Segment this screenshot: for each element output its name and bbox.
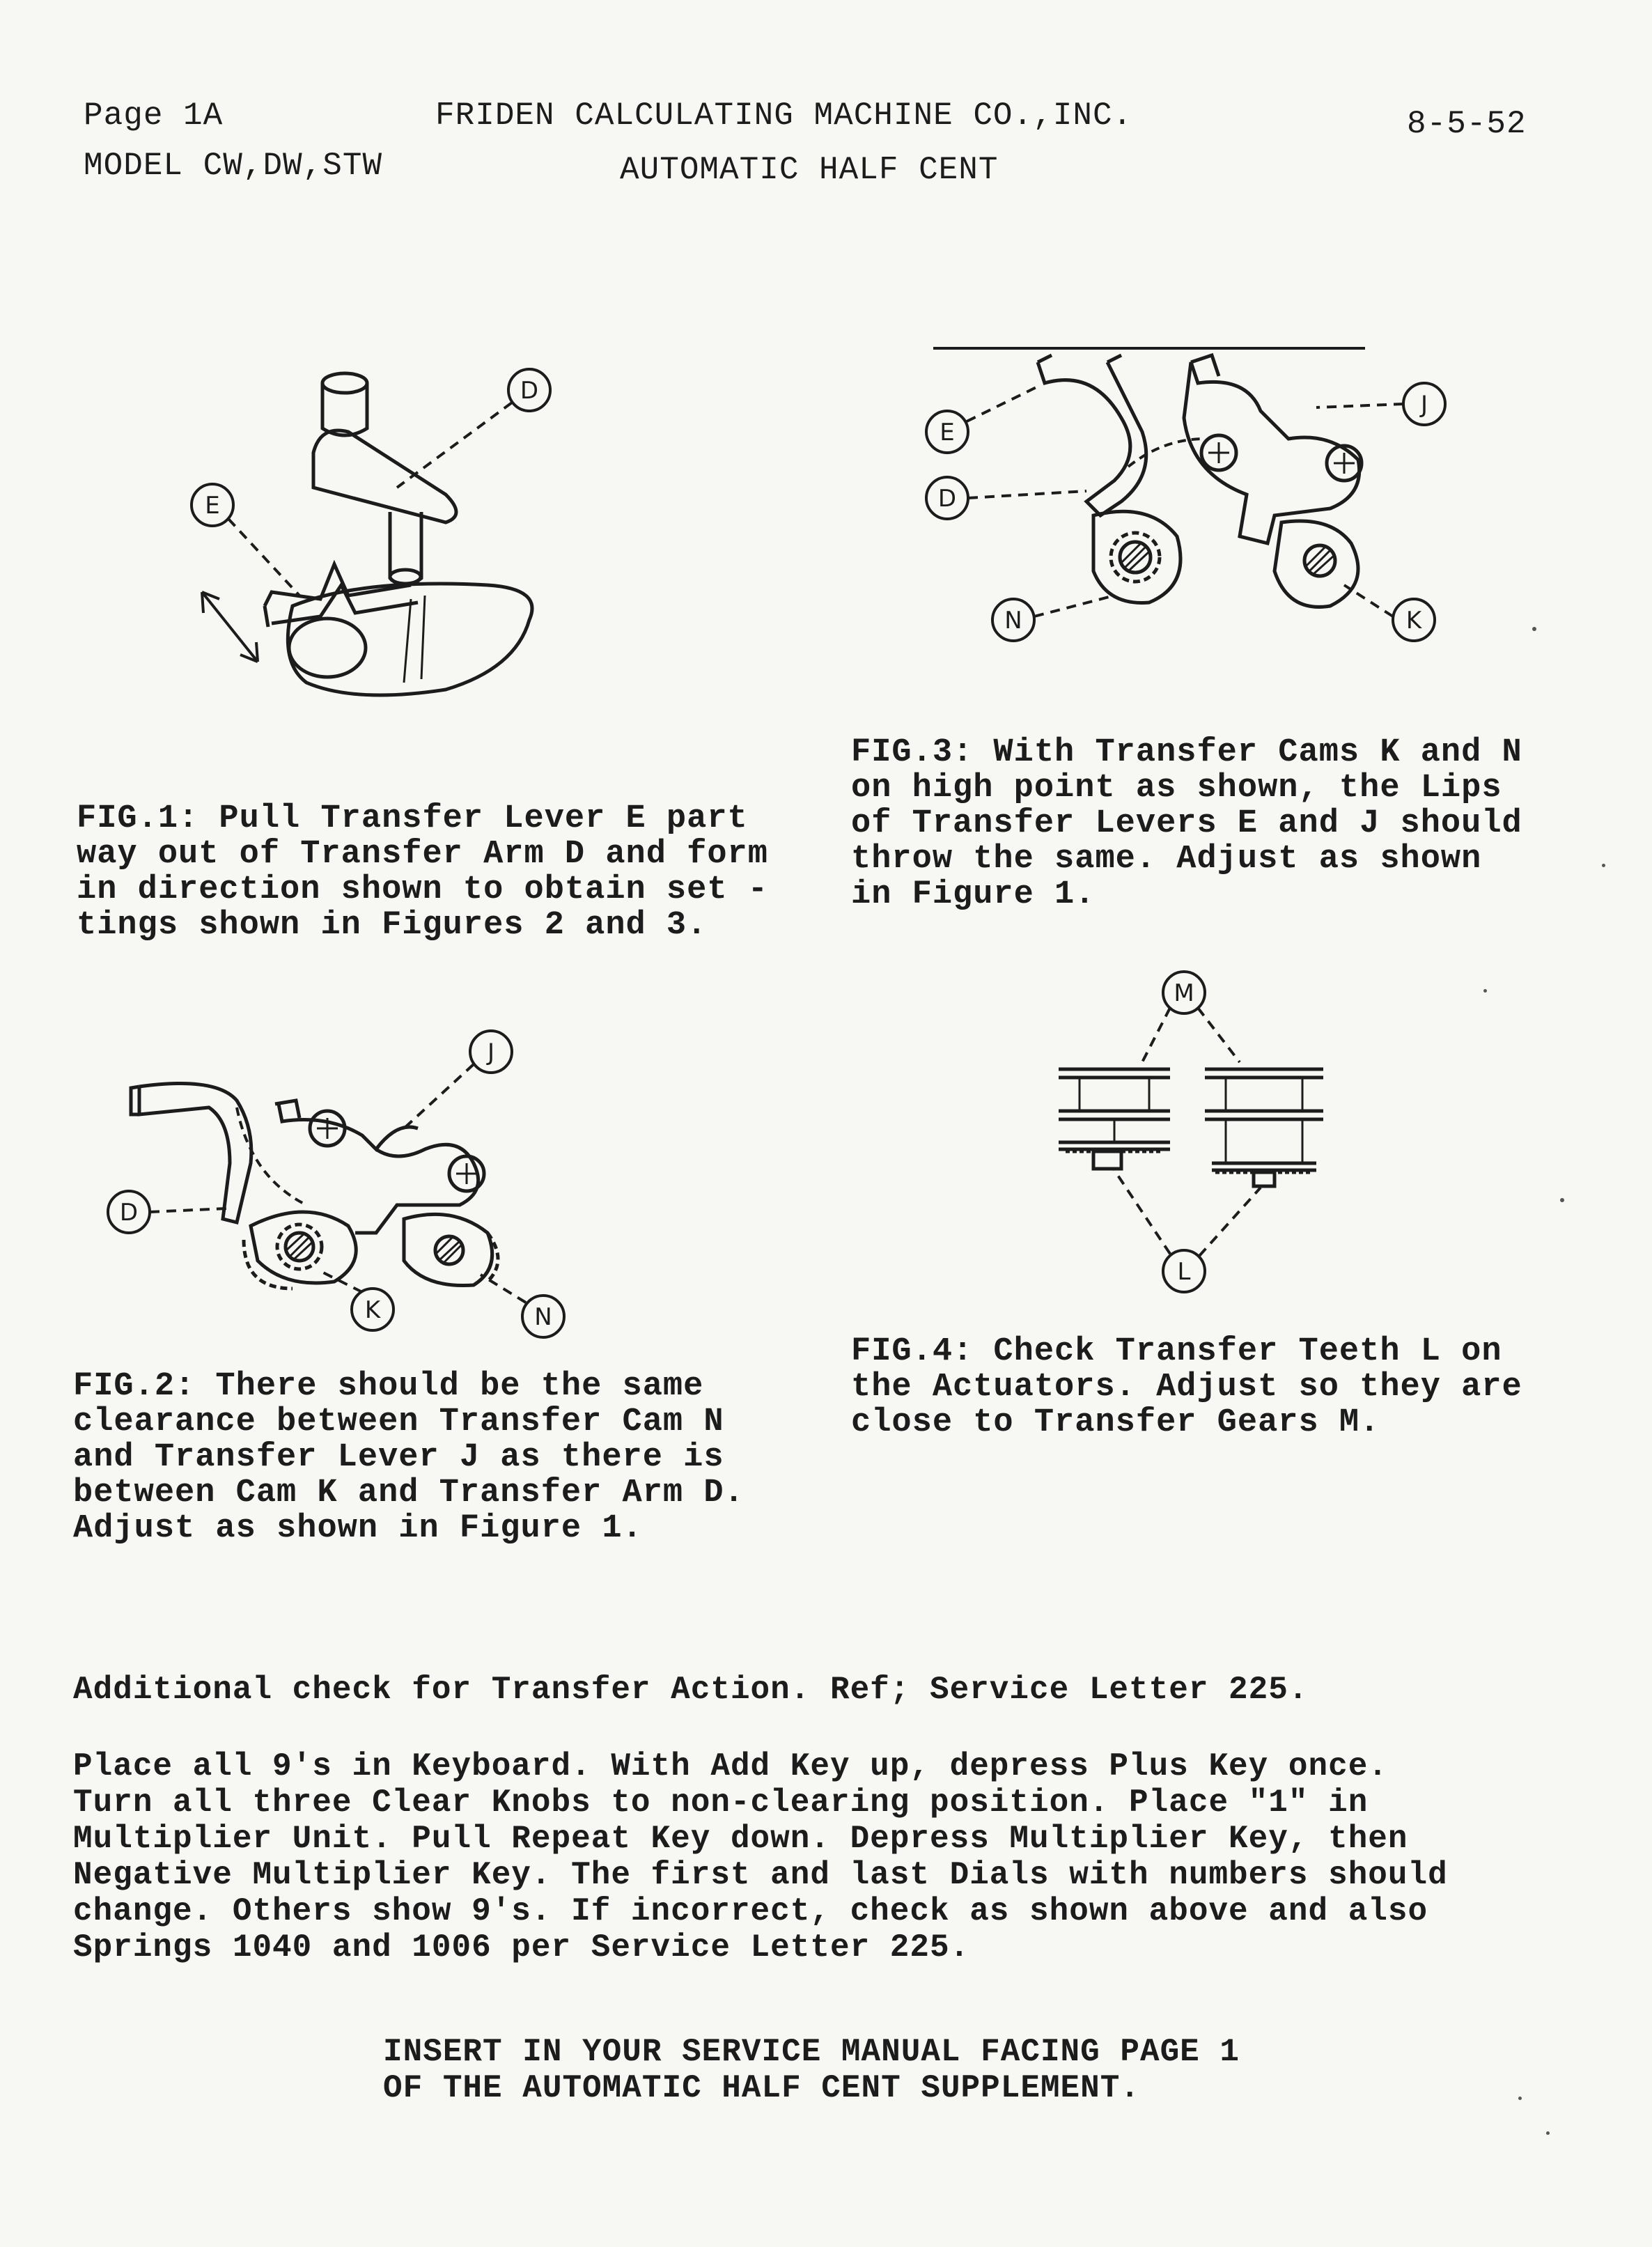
scan-speck — [1546, 2131, 1550, 2135]
fig2-label-j: J — [487, 1039, 495, 1066]
fig1-label-d: D — [520, 377, 539, 405]
fig3-label-d: D — [937, 485, 957, 513]
figure-4-caption: FIG.4: Check Transfer Teeth L on the Actuators. Adjust so they are close to Transfer Gears M. — [851, 1333, 1522, 1441]
document-date: 8-5-52 — [1407, 106, 1527, 142]
figure-1-illustration — [181, 355, 585, 717]
page-number: Page 1A — [84, 98, 224, 134]
figure-1-caption: FIG.1: Pull Transfer Lever E part way out of Transfer Arm D and form in direction shown to obtain set - tings shown in Figures 2 and 3. — [77, 800, 768, 944]
scan-speck — [1483, 989, 1487, 993]
fig4-label-l: L — [1177, 1258, 1191, 1286]
figure-2-illustration — [98, 1024, 669, 1372]
figure-3-caption: FIG.3: With Transfer Cams K and N on high point as shown, the Lips of Transfer Levers E and J should throw the same. Adjust as shown in Figure 1. — [851, 734, 1522, 913]
fig1-label-e: E — [205, 492, 220, 520]
fig4-label-m: M — [1174, 979, 1194, 1007]
fig3-label-e: E — [940, 419, 955, 446]
document-subject: AUTOMATIC HALF CENT — [620, 152, 999, 188]
fig3-label-k: K — [1405, 607, 1422, 635]
model-line: MODEL CW,DW,STW — [84, 148, 383, 184]
insert-instruction: INSERT IN YOUR SERVICE MANUAL FACING PAGE 1 OF THE AUTOMATIC HALF CENT SUPPLEMENT. — [383, 2034, 1240, 2106]
fig2-label-d: D — [119, 1199, 139, 1227]
company-name: FRIDEN CALCULATING MACHINE CO.,INC. — [435, 98, 1133, 134]
scan-speck — [1532, 627, 1536, 631]
figure-4-illustration — [1045, 965, 1337, 1299]
fig3-label-n: N — [1004, 607, 1022, 635]
scan-speck — [1602, 864, 1605, 867]
scan-speck — [1518, 2097, 1522, 2100]
fig3-label-j: J — [1420, 391, 1428, 419]
additional-check-paragraph: Place all 9's in Keyboard. With Add Key up, depress Plus Key once. Turn all three Clear Knobs to non-clearing position. Place "1" in Multiplier Unit. Pull Repeat Key down. Depress Multiplier Key, then Negative Multiplier Key. The first and last Dials with numbers should change. Others show 9's. If incorrect, check as shown above and also Springs 1040 and 1006 per Service Letter 225. — [73, 1748, 1448, 1966]
scan-speck — [1560, 1198, 1564, 1202]
additional-check-heading: Additional check for Transfer Action. Ref; Service Letter 225. — [73, 1672, 1309, 1708]
figure-2-caption: FIG.2: There should be the same clearance between Transfer Cam N and Transfer Lever J as there is between Cam K and Transfer Arm D. Adjust as shown in Figure 1. — [73, 1368, 745, 1547]
fig2-label-k: K — [364, 1296, 381, 1324]
figure-3-illustration — [912, 334, 1470, 669]
fig2-label-n: N — [534, 1303, 552, 1331]
